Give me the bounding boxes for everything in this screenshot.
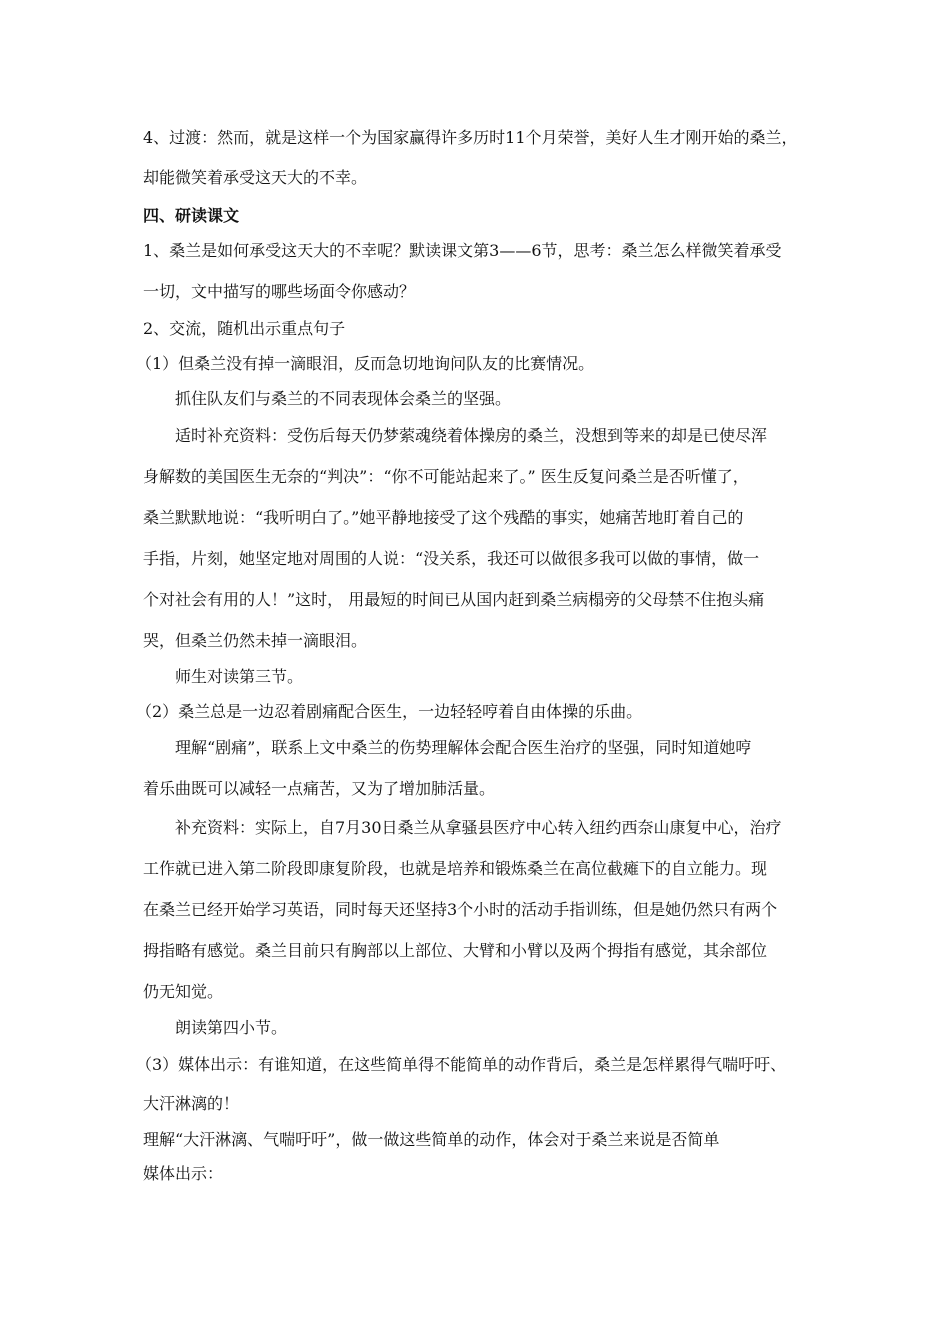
paragraph-line: 4、过渡：然而，就是这样一个为国家赢得许多历时11个月荣誉，美好人生才刚开始的桑兰， [143,128,798,147]
paragraph-line: 在桑兰已经开始学习英语，同时每天还坚持3个小时的活动手指训练，但是她仍然只有两个 [143,900,778,919]
key-sentence: （1）但桑兰没有掉一滴眼泪，反而急切地询问队友的比赛情况。 [136,354,595,373]
paragraph-line: 1、桑兰是如何承受这天大的不幸呢？默读课文第3——6节，思考：桑兰怎么样微笑着承受 [143,241,782,260]
paragraph-line: 理解“大汗淋漓、气喘吁吁”，做一做这些简单的动作，体会对于桑兰来说是否简单 [143,1130,720,1149]
paragraph-line: 着乐曲既可以减轻一点痛苦，又为了增加肺活量。 [143,779,496,798]
paragraph-line: 身解数的美国医生无奈的“判决”：“你不可能站起来了。” 医生反复问桑兰是否听懂了， [143,467,749,486]
paragraph-line: 朗读第四小节。 [175,1018,288,1037]
paragraph-line: 一切，文中描写的哪些场面令你感动？ [143,282,416,301]
paragraph-line: 理解“剧痛”，联系上文中桑兰的伤势理解体会配合医生治疗的坚强，同时知道她哼 [175,738,752,757]
paragraph-line: 仍无知觉。 [143,982,224,1001]
key-sentence: （3）媒体出示：有谁知道，在这些简单得不能简单的动作背后，桑兰是怎样累得气喘吁吁、 [136,1055,787,1074]
paragraph-line: 工作就已进入第二阶段即康复阶段，也就是培养和锻炼桑兰在高位截瘫下的自立能力。现 [143,859,768,878]
paragraph-line: 哭，但桑兰仍然未掉一滴眼泪。 [143,631,368,650]
paragraph-line: 2、交流，随机出示重点句子 [143,319,346,338]
paragraph-line: 手指，片刻，她坚定地对周围的人说：“没关系，我还可以做很多我可以做的事情，做一 [143,549,760,568]
paragraph-line: 师生对读第三节。 [175,667,304,686]
paragraph-line: 大汗淋漓的！ [143,1094,240,1113]
section-heading: 四、研读课文 [143,206,240,225]
paragraph-line: 抓住队友们与桑兰的不同表现体会桑兰的坚强。 [175,389,512,408]
paragraph-line: 媒体出示： [143,1164,224,1183]
key-sentence: （2）桑兰总是一边忍着剧痛配合医生，一边轻轻哼着自由体操的乐曲。 [136,702,643,721]
paragraph-line: 适时补充资料：受伤后每天仍梦萦魂绕着体操房的桑兰，没想到等来的却是已使尽浑 [175,426,768,445]
paragraph-line: 桑兰默默地说：“我听明白了。”她平静地接受了这个残酷的事实，她痛苦地盯着自己的 [143,508,744,527]
paragraph-line: 补充资料：实际上，自7月30日桑兰从拿骚县医疗中心转入纽约西奈山康复中心，治疗 [175,818,782,837]
paragraph-line: 拇指略有感觉。桑兰目前只有胸部以上部位、大臂和小臂以及两个拇指有感觉，其余部位 [143,941,768,960]
paragraph-line: 却能微笑着承受这天大的不幸。 [143,168,368,187]
paragraph-line: 个对社会有用的人！”这时， 用最短的时间已从国内赶到桑兰病榻旁的父母禁不住抱头痛 [143,590,765,609]
